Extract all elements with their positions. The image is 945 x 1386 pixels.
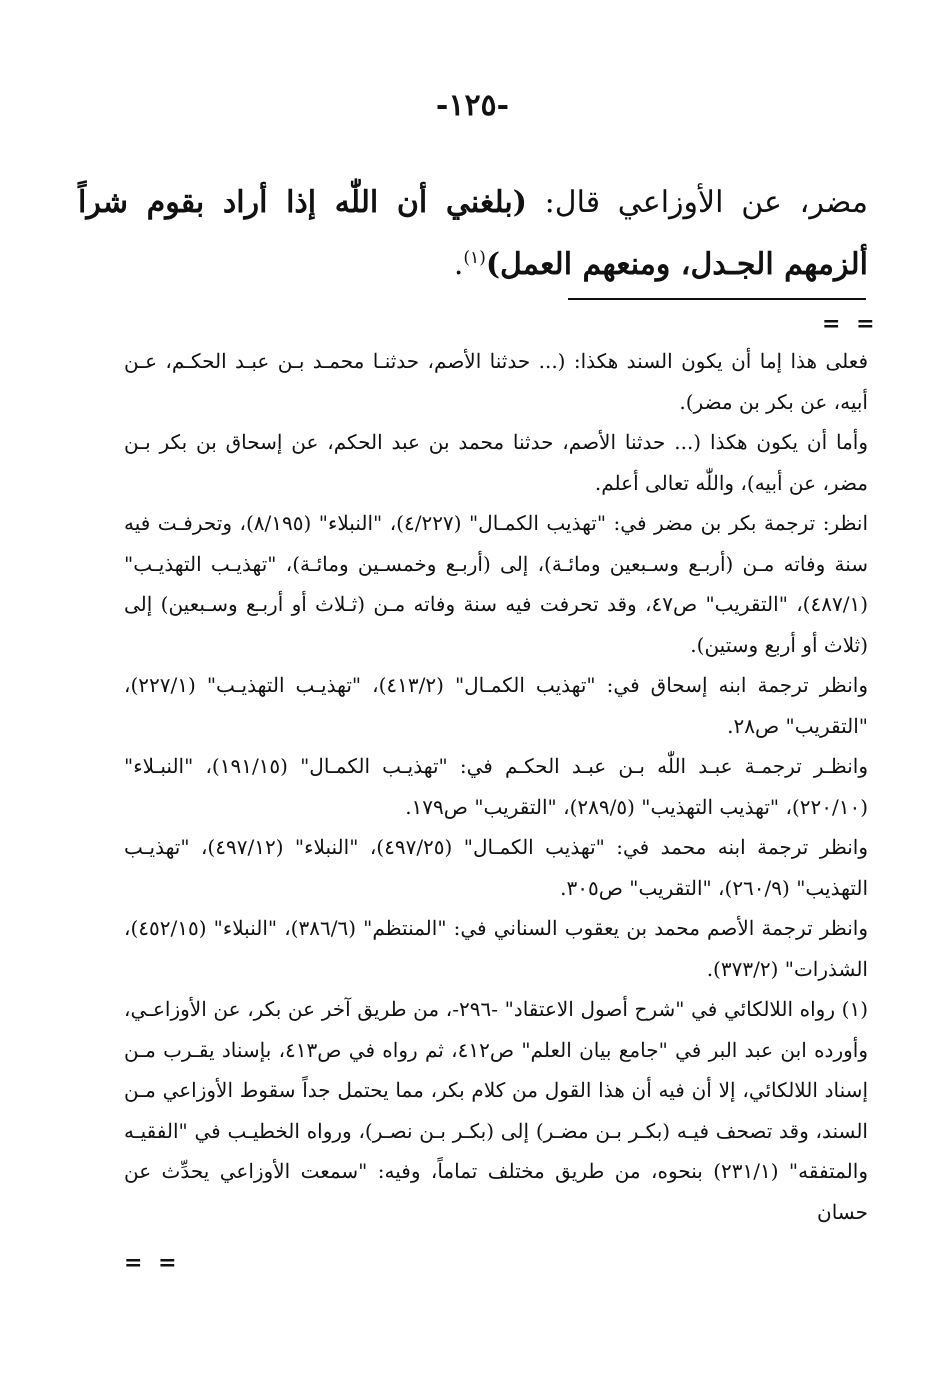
note-paragraph: وانظر ترجمة ابنه إسحاق في: "تهذيب الكمـال" (٤١٣/٢)، "تهذيـب التهذيـب" (٢٢٧/١)، "التقريب" ص٢٨. bbox=[124, 673, 868, 738]
note-paragraph: وانظـر ترجمـة عبـد اللّٰه بـن عبـد الحكـم في: "تهذيـب الكمـال" (١٩١/١٥)، "النبـلاء" (٢٢٠/١٠)، "تهذيب التهذيب" (٢٨٩/٥)، "التقريب" ص١٧٩. bbox=[124, 754, 868, 819]
note-paragraph: فعلى هذا إما أن يكون السند هكذا: (... حدثنا الأصم، حدثنـا محمـد بـن عبـد الحكـم، عـن أبيه، عن بكر بن مضر). bbox=[124, 349, 868, 414]
note-paragraph: وأما أن يكون هكذا (... حدثنا الأصم، حدثنا محمد بن عبد الحكم، عن إسحاق بن بكر بـن مضر، عن أبيه)، واللّٰه تعالى أعلم. bbox=[124, 430, 868, 495]
page-number: -١٢٥- bbox=[435, 88, 510, 123]
main-lead: مضر، عن الأوزاعي قال: bbox=[526, 185, 869, 220]
main-paragraph bbox=[78, 172, 868, 296]
note-paragraph: انظر: ترجمة بكر بن مضر في: "تهذيب الكمـال" (٤/٢٢٧)، "النبلاء" (٨/١٩٥)، وتحرفـت فيه سنة وفاته مـن (أربـع وسـبعين ومائـة)، إلى (أربـع وخمسـين ومائـة)، "تهذيـب التهذيـب" (٤٨٧/١)، "التقريب" ص٤٧، وقد تحرفت فيه سنة وفاته مـن (ثـلاث أو أربـع وسـبعين) إلى (ثلاث أو أربع وستين). bbox=[124, 511, 869, 657]
footnote-1: (١) رواه اللالكائي في "شرح أصول الاعتقاد" -٢٩٦-، من طريق آخر عن بكر، عن الأوزاعـي، وأورده ابن عبد البر في "جامع بيان العلم" ص٤١٢، ثم رواه في ص٤١٣، بإسناد يقـرب مـن إسناد اللالكائي، إلا أن فيه أن هذا القول من كلام بكر، مما يحتمل جداً سقوط الأوزاعي مـن السند، وقد تصحف فيـه (بكـر بـن مضـر) إلى (بكـر بـن نصـر)، ورواه الخطيـب في "الفقيـه والمتفقه" (٢٣١/١) بنحوه، من طريق مختلف تماماً، وفيه: "سمعت الأوزاعي يحدِّث عن حسان bbox=[124, 997, 868, 1224]
continuation-mark-top: = = bbox=[822, 311, 879, 337]
footnote-reference: (١) bbox=[463, 248, 486, 268]
note-paragraph: وانظر ترجمة ابنه محمد في: "تهذيب الكمـال" (٤٩٧/٢٥)، "النبلاء" (٤٩٧/١٢)، "تهذيـب التهذيب" (٢٦٠/٩)، "التقريب" ص٣٠٥. bbox=[124, 835, 869, 900]
footnote-separator bbox=[568, 298, 866, 300]
main-end: . bbox=[453, 247, 464, 282]
continuation-mark-bottom: = = bbox=[124, 1250, 181, 1276]
note-paragraph: وانظر ترجمة الأصم محمد بن يعقوب السناني في: "المنتظم" (٣٨٦/٦)، "النبلاء" (٤٥٢/١٥)، الشذرات" (٣٧٣/٢). bbox=[124, 916, 868, 981]
main-quote: (بلغني أن اللّٰه إذا أراد بقوم شراً ألزمهم الجـدل، ومنعهم العمل) bbox=[78, 185, 868, 282]
footnotes-section bbox=[124, 341, 868, 1232]
